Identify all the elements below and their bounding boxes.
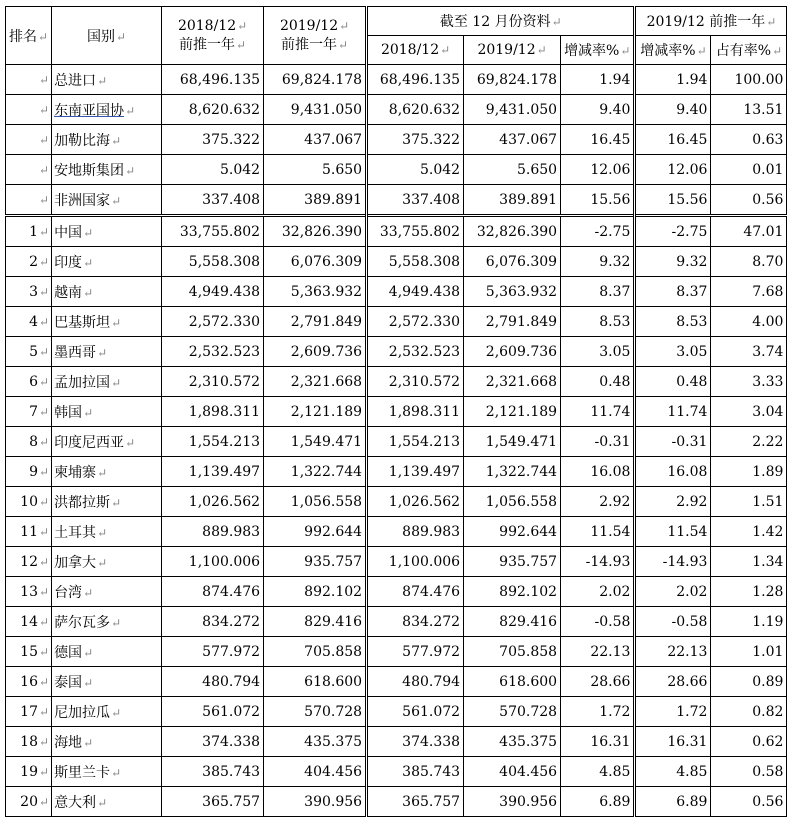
value-ytd-2019: 570.728 (464, 697, 561, 727)
value-2019-rolling: 404.456 (264, 757, 367, 787)
header-ytd-2019: 2019/12↵ (464, 36, 561, 65)
value-2019-rolling: 5.650 (264, 155, 367, 185)
country-name-cell: 巴基斯坦↵ (52, 307, 162, 337)
country-name-cell: 印度尼西亚↵ (52, 427, 162, 457)
value-rolling-share: 7.68 (711, 277, 787, 307)
value-ytd-2018: 1,100.006 (367, 547, 464, 577)
table-row (6, 637, 787, 667)
table-row (6, 697, 787, 727)
value-ytd-2019: 390.956 (464, 787, 561, 817)
value-rolling-share: 0.89 (711, 667, 787, 697)
rank-cell: 9↵ (6, 457, 52, 487)
country-name-cell: 安地斯集团↵ (52, 155, 162, 185)
table-row (6, 547, 787, 577)
value-2018-rolling: 365.757 (162, 787, 264, 817)
value-rolling-share: 1.19 (711, 607, 787, 637)
value-ytd-2019: 2,321.668 (464, 367, 561, 397)
value-ytd-2018: 33,755.802 (367, 216, 464, 247)
value-2019-rolling: 2,791.849 (264, 307, 367, 337)
value-rolling-share: 0.56 (711, 787, 787, 817)
value-2018-rolling: 874.476 (162, 577, 264, 607)
value-ytd-2019: 1,322.744 (464, 457, 561, 487)
table-row (6, 95, 787, 125)
value-ytd-2018: 5.042 (367, 155, 464, 185)
table-row (6, 125, 787, 155)
value-rolling-change: 6.89 (635, 787, 711, 817)
value-ytd-2018: 1,139.497 (367, 457, 464, 487)
value-2018-rolling: 68,496.135 (162, 65, 264, 95)
value-ytd-change: 2.02 (561, 577, 635, 607)
value-2019-rolling: 618.600 (264, 667, 367, 697)
value-rolling-share: 3.04 (711, 397, 787, 427)
country-name-cell: 越南↵ (52, 277, 162, 307)
value-rolling-change: -14.93 (635, 547, 711, 577)
value-ytd-change: 11.54 (561, 517, 635, 547)
rank-cell: 13↵ (6, 577, 52, 607)
header-ytd-2018: 2018/12↵ (367, 36, 464, 65)
value-ytd-change: 16.31 (561, 727, 635, 757)
value-2018-rolling: 2,310.572 (162, 367, 264, 397)
value-ytd-2019: 2,791.849 (464, 307, 561, 337)
rank-cell: 14↵ (6, 607, 52, 637)
table-row (6, 277, 787, 307)
value-ytd-2018: 889.983 (367, 517, 464, 547)
value-ytd-2018: 5,558.308 (367, 247, 464, 277)
country-name-cell: 柬埔寨↵ (52, 457, 162, 487)
value-2018-rolling: 5,558.308 (162, 247, 264, 277)
value-ytd-change: 4.85 (561, 757, 635, 787)
value-ytd-2019: 992.644 (464, 517, 561, 547)
rank-cell: ↵ (6, 155, 52, 185)
rank-cell: 6↵ (6, 367, 52, 397)
value-rolling-change: -2.75 (635, 216, 711, 247)
table-row (6, 247, 787, 277)
rank-cell: 17↵ (6, 697, 52, 727)
value-2018-rolling: 1,898.311 (162, 397, 264, 427)
country-name-cell: 韩国↵ (52, 397, 162, 427)
value-rolling-change: 12.06 (635, 155, 711, 185)
value-ytd-2018: 2,532.523 (367, 337, 464, 367)
value-rolling-change: 8.37 (635, 277, 711, 307)
value-2019-rolling: 1,056.558 (264, 487, 367, 517)
import-table-container (5, 6, 787, 817)
value-ytd-change: 1.72 (561, 697, 635, 727)
table-row (6, 367, 787, 397)
value-rolling-change: 8.53 (635, 307, 711, 337)
value-2019-rolling: 705.858 (264, 637, 367, 667)
value-2018-rolling: 1,100.006 (162, 547, 264, 577)
value-ytd-change: 0.48 (561, 367, 635, 397)
rank-cell: ↵ (6, 185, 52, 216)
header-rolling-change: 增减率%↵ (635, 36, 711, 65)
value-2019-rolling: 935.757 (264, 547, 367, 577)
rank-cell: 16↵ (6, 667, 52, 697)
country-name-cell: 意大利↵ (52, 787, 162, 817)
header-country: 国别↵ (52, 7, 162, 65)
value-2018-rolling: 33,755.802 (162, 216, 264, 247)
value-ytd-2019: 829.416 (464, 607, 561, 637)
country-name-cell: 台湾↵ (52, 577, 162, 607)
table-row (6, 457, 787, 487)
value-2018-rolling: 2,532.523 (162, 337, 264, 367)
table-header (6, 7, 787, 65)
value-ytd-2019: 6,076.309 (464, 247, 561, 277)
value-ytd-2019: 2,121.189 (464, 397, 561, 427)
table-row (6, 487, 787, 517)
value-ytd-2019: 437.067 (464, 125, 561, 155)
value-ytd-2018: 577.972 (367, 637, 464, 667)
table-row (6, 185, 787, 216)
value-2019-rolling: 1,322.744 (264, 457, 367, 487)
value-ytd-change: 9.32 (561, 247, 635, 277)
value-ytd-2019: 1,056.558 (464, 487, 561, 517)
value-ytd-2018: 1,898.311 (367, 397, 464, 427)
value-rolling-change: 3.05 (635, 337, 711, 367)
country-name-cell: 总进口↵ (52, 65, 162, 95)
rank-cell: 18↵ (6, 727, 52, 757)
value-ytd-2019: 5,363.932 (464, 277, 561, 307)
table-row (6, 65, 787, 95)
value-ytd-2018: 385.743 (367, 757, 464, 787)
value-ytd-change: -0.31 (561, 427, 635, 457)
value-ytd-2018: 561.072 (367, 697, 464, 727)
header-rolling-share: 占有率%↵ (711, 36, 787, 65)
table-body (6, 65, 787, 817)
value-rolling-change: 16.31 (635, 727, 711, 757)
value-2018-rolling: 1,554.213 (162, 427, 264, 457)
value-ytd-change: -2.75 (561, 216, 635, 247)
value-2018-rolling: 577.972 (162, 637, 264, 667)
value-2018-rolling: 2,572.330 (162, 307, 264, 337)
value-ytd-2018: 2,310.572 (367, 367, 464, 397)
value-2019-rolling: 5,363.932 (264, 277, 367, 307)
table-row (6, 667, 787, 697)
value-ytd-change: 15.56 (561, 185, 635, 216)
country-name-cell: 墨西哥↵ (52, 337, 162, 367)
value-ytd-2018: 874.476 (367, 577, 464, 607)
value-2019-rolling: 435.375 (264, 727, 367, 757)
value-ytd-2018: 337.408 (367, 185, 464, 216)
table-row (6, 427, 787, 457)
value-2018-rolling: 385.743 (162, 757, 264, 787)
value-ytd-2019: 5.650 (464, 155, 561, 185)
value-rolling-share: 1.01 (711, 637, 787, 667)
value-ytd-2019: 892.102 (464, 577, 561, 607)
value-rolling-change: 11.74 (635, 397, 711, 427)
value-rolling-change: 16.08 (635, 457, 711, 487)
table-row (6, 517, 787, 547)
country-name-cell: 中国↵ (52, 216, 162, 247)
table-row (6, 607, 787, 637)
value-2018-rolling: 4,949.438 (162, 277, 264, 307)
value-ytd-2019: 404.456 (464, 757, 561, 787)
value-ytd-change: 8.53 (561, 307, 635, 337)
value-rolling-change: 0.48 (635, 367, 711, 397)
rank-cell: 11↵ (6, 517, 52, 547)
value-2018-rolling: 834.272 (162, 607, 264, 637)
value-ytd-change: -14.93 (561, 547, 635, 577)
value-rolling-share: 47.01 (711, 216, 787, 247)
table-row (6, 307, 787, 337)
value-2019-rolling: 32,826.390 (264, 216, 367, 247)
value-ytd-2019: 1,549.471 (464, 427, 561, 457)
header-ytd-change: 增减率%↵ (561, 36, 635, 65)
header-rolling-group: 2019/12 前推一年↵ (635, 7, 787, 36)
value-ytd-2019: 2,609.736 (464, 337, 561, 367)
value-rolling-change: 11.54 (635, 517, 711, 547)
value-ytd-change: 1.94 (561, 65, 635, 95)
rank-cell: 15↵ (6, 637, 52, 667)
value-2019-rolling: 389.891 (264, 185, 367, 216)
value-ytd-2018: 374.338 (367, 727, 464, 757)
import-statistics-table (5, 6, 787, 817)
value-rolling-share: 100.00 (711, 65, 787, 95)
value-2018-rolling: 374.338 (162, 727, 264, 757)
value-ytd-change: 8.37 (561, 277, 635, 307)
value-rolling-share: 0.63 (711, 125, 787, 155)
table-row (6, 216, 787, 247)
value-ytd-2018: 375.322 (367, 125, 464, 155)
value-2019-rolling: 69,824.178 (264, 65, 367, 95)
value-ytd-2018: 365.757 (367, 787, 464, 817)
value-ytd-change: 2.92 (561, 487, 635, 517)
value-2018-rolling: 1,139.497 (162, 457, 264, 487)
value-rolling-change: 1.72 (635, 697, 711, 727)
value-ytd-2019: 435.375 (464, 727, 561, 757)
value-2019-rolling: 390.956 (264, 787, 367, 817)
value-ytd-2019: 32,826.390 (464, 216, 561, 247)
value-ytd-2019: 9,431.050 (464, 95, 561, 125)
value-rolling-share: 3.74 (711, 337, 787, 367)
value-rolling-share: 0.62 (711, 727, 787, 757)
value-rolling-share: 8.70 (711, 247, 787, 277)
value-rolling-share: 3.33 (711, 367, 787, 397)
rank-cell: 7↵ (6, 397, 52, 427)
table-row (6, 727, 787, 757)
value-2018-rolling: 1,026.562 (162, 487, 264, 517)
value-rolling-share: 1.34 (711, 547, 787, 577)
header-rank: 排名↵ (6, 7, 52, 65)
value-ytd-change: 9.40 (561, 95, 635, 125)
country-name-cell: 孟加拉国↵ (52, 367, 162, 397)
table-row (6, 757, 787, 787)
value-ytd-2018: 8,620.632 (367, 95, 464, 125)
value-rolling-share: 0.58 (711, 757, 787, 787)
country-name-cell: 加拿大↵ (52, 547, 162, 577)
value-2019-rolling: 9,431.050 (264, 95, 367, 125)
country-name-cell: 海地↵ (52, 727, 162, 757)
value-2018-rolling: 337.408 (162, 185, 264, 216)
header-ytd-group: 截至 12 月份资料↵ (367, 7, 635, 36)
value-ytd-2019: 69,824.178 (464, 65, 561, 95)
value-ytd-change: 16.08 (561, 457, 635, 487)
value-2019-rolling: 437.067 (264, 125, 367, 155)
value-ytd-2018: 68,496.135 (367, 65, 464, 95)
value-ytd-2019: 935.757 (464, 547, 561, 577)
value-ytd-change: 22.13 (561, 637, 635, 667)
table-row (6, 577, 787, 607)
value-rolling-change: 2.92 (635, 487, 711, 517)
country-name-cell: 尼加拉瓜↵ (52, 697, 162, 727)
country-name-cell: 斯里兰卡↵ (52, 757, 162, 787)
value-ytd-2018: 4,949.438 (367, 277, 464, 307)
value-rolling-share: 1.89 (711, 457, 787, 487)
value-ytd-2018: 834.272 (367, 607, 464, 637)
value-rolling-share: 1.42 (711, 517, 787, 547)
rank-cell: 3↵ (6, 277, 52, 307)
value-rolling-share: 0.01 (711, 155, 787, 185)
country-name-cell: 萨尔瓦多↵ (52, 607, 162, 637)
value-rolling-change: 16.45 (635, 125, 711, 155)
value-ytd-change: 6.89 (561, 787, 635, 817)
value-2018-rolling: 5.042 (162, 155, 264, 185)
value-2018-rolling: 561.072 (162, 697, 264, 727)
value-2019-rolling: 570.728 (264, 697, 367, 727)
header-2018-rolling: 2018/12↵ 前推一年↵ (162, 7, 264, 65)
table-row (6, 155, 787, 185)
value-2019-rolling: 829.416 (264, 607, 367, 637)
value-2018-rolling: 375.322 (162, 125, 264, 155)
rank-cell: 5↵ (6, 337, 52, 367)
value-ytd-change: 11.74 (561, 397, 635, 427)
value-rolling-share: 0.82 (711, 697, 787, 727)
rank-cell: 8↵ (6, 427, 52, 457)
value-ytd-2019: 618.600 (464, 667, 561, 697)
rank-cell: 2↵ (6, 247, 52, 277)
value-ytd-change: -0.58 (561, 607, 635, 637)
value-ytd-change: 28.66 (561, 667, 635, 697)
value-rolling-change: -0.31 (635, 427, 711, 457)
value-ytd-change: 16.45 (561, 125, 635, 155)
value-2019-rolling: 1,549.471 (264, 427, 367, 457)
rank-cell: 19↵ (6, 757, 52, 787)
header-2019-rolling: 2019/12↵ 前推一年↵ (264, 7, 367, 65)
value-ytd-2019: 389.891 (464, 185, 561, 216)
value-2018-rolling: 889.983 (162, 517, 264, 547)
table-row (6, 787, 787, 817)
value-ytd-2018: 480.794 (367, 667, 464, 697)
value-rolling-change: 15.56 (635, 185, 711, 216)
rank-cell: 10↵ (6, 487, 52, 517)
rank-cell: ↵ (6, 125, 52, 155)
value-rolling-share: 1.28 (711, 577, 787, 607)
value-2019-rolling: 2,321.668 (264, 367, 367, 397)
value-2019-rolling: 2,121.189 (264, 397, 367, 427)
table-row (6, 397, 787, 427)
rank-cell: ↵ (6, 95, 52, 125)
value-rolling-change: 2.02 (635, 577, 711, 607)
value-ytd-2018: 2,572.330 (367, 307, 464, 337)
country-name-cell: 德国↵ (52, 637, 162, 667)
country-name-cell: 泰国↵ (52, 667, 162, 697)
rank-cell: 1↵ (6, 216, 52, 247)
value-2018-rolling: 8,620.632 (162, 95, 264, 125)
value-2018-rolling: 480.794 (162, 667, 264, 697)
value-rolling-share: 2.22 (711, 427, 787, 457)
value-ytd-2019: 705.858 (464, 637, 561, 667)
country-name-cell: 东南亚国协↵ (52, 95, 162, 125)
value-ytd-2018: 1,554.213 (367, 427, 464, 457)
value-rolling-change: 9.32 (635, 247, 711, 277)
rank-cell: ↵ (6, 65, 52, 95)
rank-cell: 12↵ (6, 547, 52, 577)
country-name-cell: 洪都拉斯↵ (52, 487, 162, 517)
country-name-cell: 土耳其↵ (52, 517, 162, 547)
value-rolling-share: 4.00 (711, 307, 787, 337)
value-ytd-2018: 1,026.562 (367, 487, 464, 517)
value-rolling-share: 1.51 (711, 487, 787, 517)
value-2019-rolling: 2,609.736 (264, 337, 367, 367)
table-row (6, 337, 787, 367)
value-2019-rolling: 6,076.309 (264, 247, 367, 277)
rank-cell: 4↵ (6, 307, 52, 337)
value-rolling-change: 28.66 (635, 667, 711, 697)
country-name-cell: 非洲国家↵ (52, 185, 162, 216)
value-2019-rolling: 892.102 (264, 577, 367, 607)
rank-cell: 20↵ (6, 787, 52, 817)
value-ytd-change: 3.05 (561, 337, 635, 367)
value-rolling-change: 22.13 (635, 637, 711, 667)
value-ytd-change: 12.06 (561, 155, 635, 185)
value-rolling-change: 1.94 (635, 65, 711, 95)
value-rolling-change: 4.85 (635, 757, 711, 787)
value-2019-rolling: 992.644 (264, 517, 367, 547)
country-name-cell: 印度↵ (52, 247, 162, 277)
value-rolling-share: 0.56 (711, 185, 787, 216)
value-rolling-change: 9.40 (635, 95, 711, 125)
value-rolling-share: 13.51 (711, 95, 787, 125)
value-rolling-change: -0.58 (635, 607, 711, 637)
country-name-cell: 加勒比海↵ (52, 125, 162, 155)
